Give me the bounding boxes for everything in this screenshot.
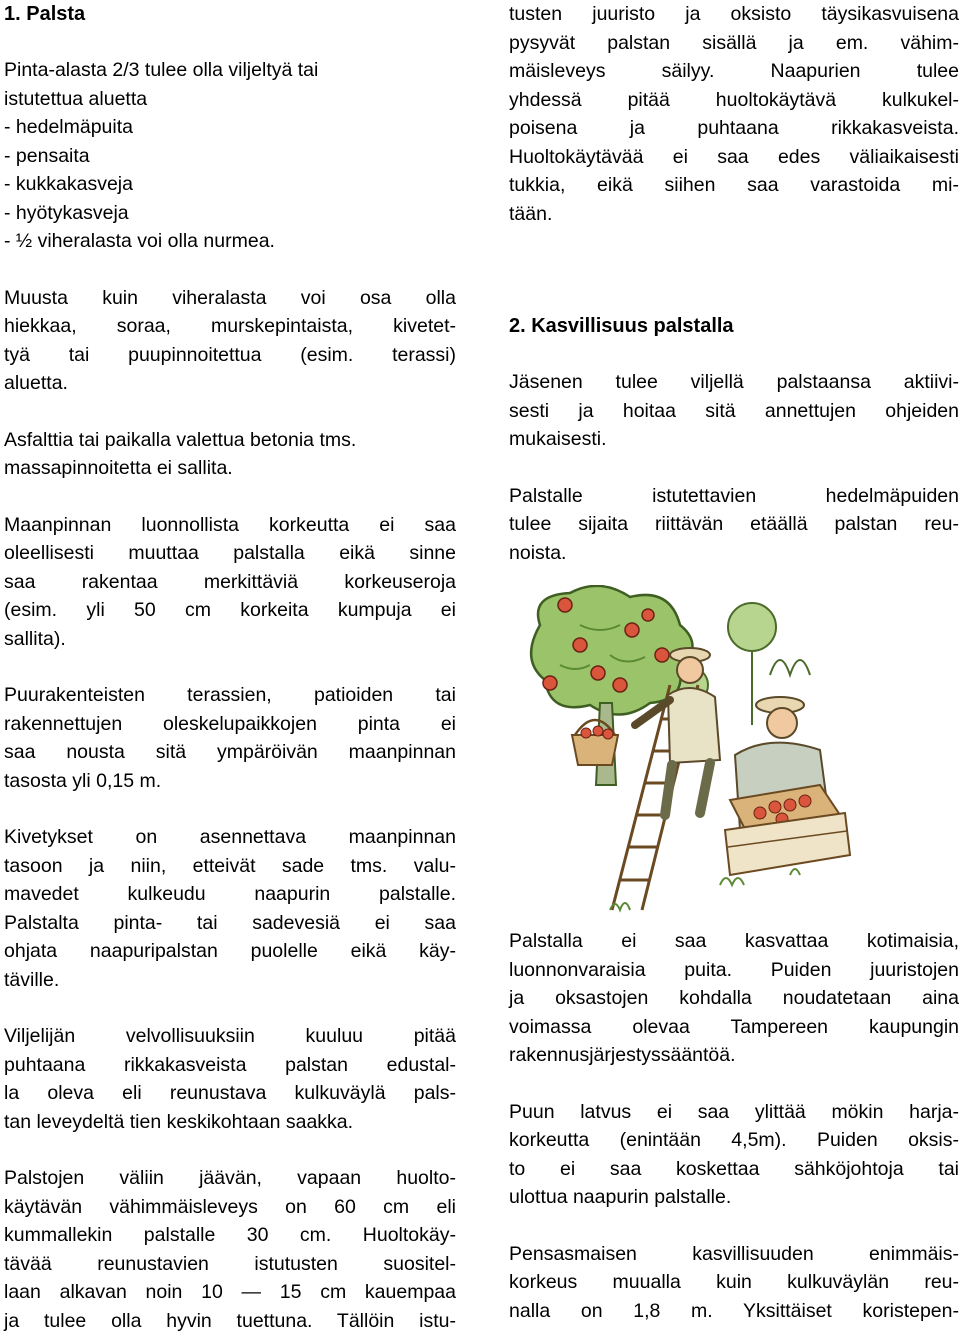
text-line: oleellisesti muuttaa palstalla eikä sinne <box>4 542 456 564</box>
paragraph-maintenance-path <box>4 1164 456 1335</box>
paragraph-area-requirements <box>4 56 456 256</box>
text-line: Pensasmaisen kasvillisuuden enimmäis- <box>509 1242 959 1265</box>
text-line: saa nousta sitä ympäröivän maanpinnan <box>4 741 456 763</box>
text-line: tulee sijaita riittävän etäällä palstan reu- <box>509 513 959 535</box>
paragraph-roots-continued <box>509 0 959 228</box>
text-line: poisena ja puhtaana rikkakasveista. <box>509 117 959 139</box>
text-line: ja oksastojen kohdalla noudatetaan aina <box>509 987 959 1009</box>
text-line: kummallekin palstalle 30 cm. Huoltokäy- <box>4 1224 456 1246</box>
text-line: noista. <box>509 541 567 564</box>
left-column <box>4 0 456 1335</box>
text-line: - pensaita <box>4 144 90 167</box>
paragraph-asphalt <box>4 426 456 483</box>
paragraph-crown-height <box>509 1098 959 1212</box>
text-line: korkeutta (enintään 4,5m). Puiden oksis- <box>509 1129 959 1151</box>
text-line: yhdessä pitää huoltokäytävä kulkukel- <box>509 88 959 111</box>
paragraph-fruit-trees <box>509 482 959 568</box>
text-line: tan leveydeltä tien keskikohtaan saakka. <box>4 1110 354 1133</box>
text-line: Palstalla ei saa kasvattaa kotimaisia, <box>509 930 959 952</box>
text-line: tusten juuristo ja oksisto täysikasvuisena <box>509 3 959 25</box>
text-line: Pinta-alasta 2/3 tulee olla viljeltyä tai <box>4 59 319 81</box>
text-line: mäisleveys säilyy. Naapurien tulee <box>509 60 959 82</box>
text-line: - kukkakasveja <box>4 173 133 195</box>
text-line: tukkia, eikä siihen saa varastoida mi- <box>509 174 959 196</box>
text-line: ja tulee olla hyvin tuettuna. Tällöin istu- <box>4 1309 456 1332</box>
text-line: laan alkavan noin 10 — 15 cm kauempaa <box>4 1281 456 1303</box>
text-line: istutettua aluetta <box>4 87 148 110</box>
paragraph-paving <box>4 823 456 994</box>
text-line: Maanpinnan luonnollista korkeutta ei saa <box>4 513 456 536</box>
text-line: tävää reunustavien istutusten suositel- <box>4 1252 456 1275</box>
section-heading-palsta: 1. Palsta <box>4 3 86 25</box>
paragraph-ground-level <box>4 511 456 654</box>
text-line: rakennettujen oleskelupaikkojen pinta ei <box>4 712 456 735</box>
text-line: to ei saa koskettaa sähköjohtoja tai <box>509 1157 959 1180</box>
text-line: (esim. yli 50 cm korkeita kumpuja ei <box>4 599 456 621</box>
text-line: massapinnoitetta ei sallita. <box>4 457 233 479</box>
text-line: puhtaana rikkakasveista palstan edustal- <box>4 1053 456 1076</box>
text-line: mavedet kulkeudu naapurin palstalle. <box>4 883 456 905</box>
apple-picking-icon <box>520 585 952 915</box>
text-line: luonnonvaraisia puita. Puiden juuristojen <box>509 958 959 981</box>
text-line: Kivetykset on asennettava maanpinnan <box>4 826 456 848</box>
paragraph-pathway-duty <box>4 1022 456 1136</box>
text-line: - hedelmäpuita <box>4 116 133 138</box>
text-line: korkeus muualla kuin kulkuväylän reu- <box>509 1271 959 1293</box>
text-line: - hyötykasveja <box>4 201 129 224</box>
text-line: Viljelijän velvollisuuksiin kuuluu pitää <box>4 1025 456 1047</box>
paragraph-terraces <box>4 681 456 795</box>
text-line: ohjata naapuripalstan puolelle eikä käy- <box>4 940 456 962</box>
text-line: pysyvät palstan sisällä ja em. vähim- <box>509 31 959 54</box>
text-line: aluetta. <box>4 372 68 394</box>
text-line: saa rakentaa merkittäviä korkeuseroja <box>4 570 456 593</box>
text-line: Muusta kuin viheralasta voi osa olla <box>4 286 456 309</box>
apple-harvest-illustration <box>520 585 952 915</box>
paragraph-native-trees <box>509 927 959 1070</box>
paragraph-shrub-height <box>509 1240 959 1326</box>
text-line: - ½ viheralasta voi olla nurmea. <box>4 230 275 252</box>
text-line: Palstalle istutettavien hedelmäpuiden <box>509 484 959 507</box>
text-line: rakennusjärjestyssääntöä. <box>509 1044 736 1066</box>
paragraph-other-surfaces <box>4 284 456 398</box>
text-line: hiekkaa, soraa, murskepintaista, kivetet- <box>4 315 456 337</box>
text-line: Jäsenen tulee viljellä palstaansa aktiivi- <box>509 371 959 393</box>
paragraph-active-cultivation <box>509 368 959 454</box>
text-line: täville. <box>4 968 60 991</box>
text-line: sesti ja hoitaa sitä annettujen ohjeiden <box>509 399 959 422</box>
section-heading-kasvillisuus: 2. Kasvillisuus palstalla <box>509 315 734 337</box>
text-line: tyä tai puupinnoitettua (esim. terassi) <box>4 343 456 366</box>
text-line: sallita). <box>4 627 66 650</box>
text-line: Asfalttia tai paikalla valettua betonia tms. <box>4 428 357 451</box>
text-line: voimassa olevaa Tampereen kaupungin <box>509 1015 959 1038</box>
text-line: mukaisesti. <box>509 428 607 450</box>
text-line: tasoon ja niin, etteivät sade tms. valu- <box>4 854 456 877</box>
text-line: tään. <box>509 202 553 225</box>
text-line: käytävän vähimmäisleveys on 60 cm eli <box>4 1195 456 1218</box>
text-line: Huoltokäytävää ei saa edes väliaikaisesti <box>509 145 959 168</box>
text-line: la oleva eli reunustava kulkuväylä pals- <box>4 1082 456 1104</box>
text-line: nalla on 1,8 m. Yksittäiset koristepen- <box>509 1299 959 1322</box>
text-line: ulottua naapurin palstalle. <box>509 1186 732 1208</box>
text-line: Puun latvus ei saa ylittää mökin harja- <box>509 1100 959 1123</box>
text-line: Puurakenteisten terassien, patioiden tai <box>4 684 456 706</box>
text-line: Palstalta pinta- tai sadevesiä ei saa <box>4 911 456 934</box>
text-line: Palstojen väliin jäävän, vapaan huolto- <box>4 1167 456 1189</box>
text-line: tasosta yli 0,15 m. <box>4 769 162 792</box>
